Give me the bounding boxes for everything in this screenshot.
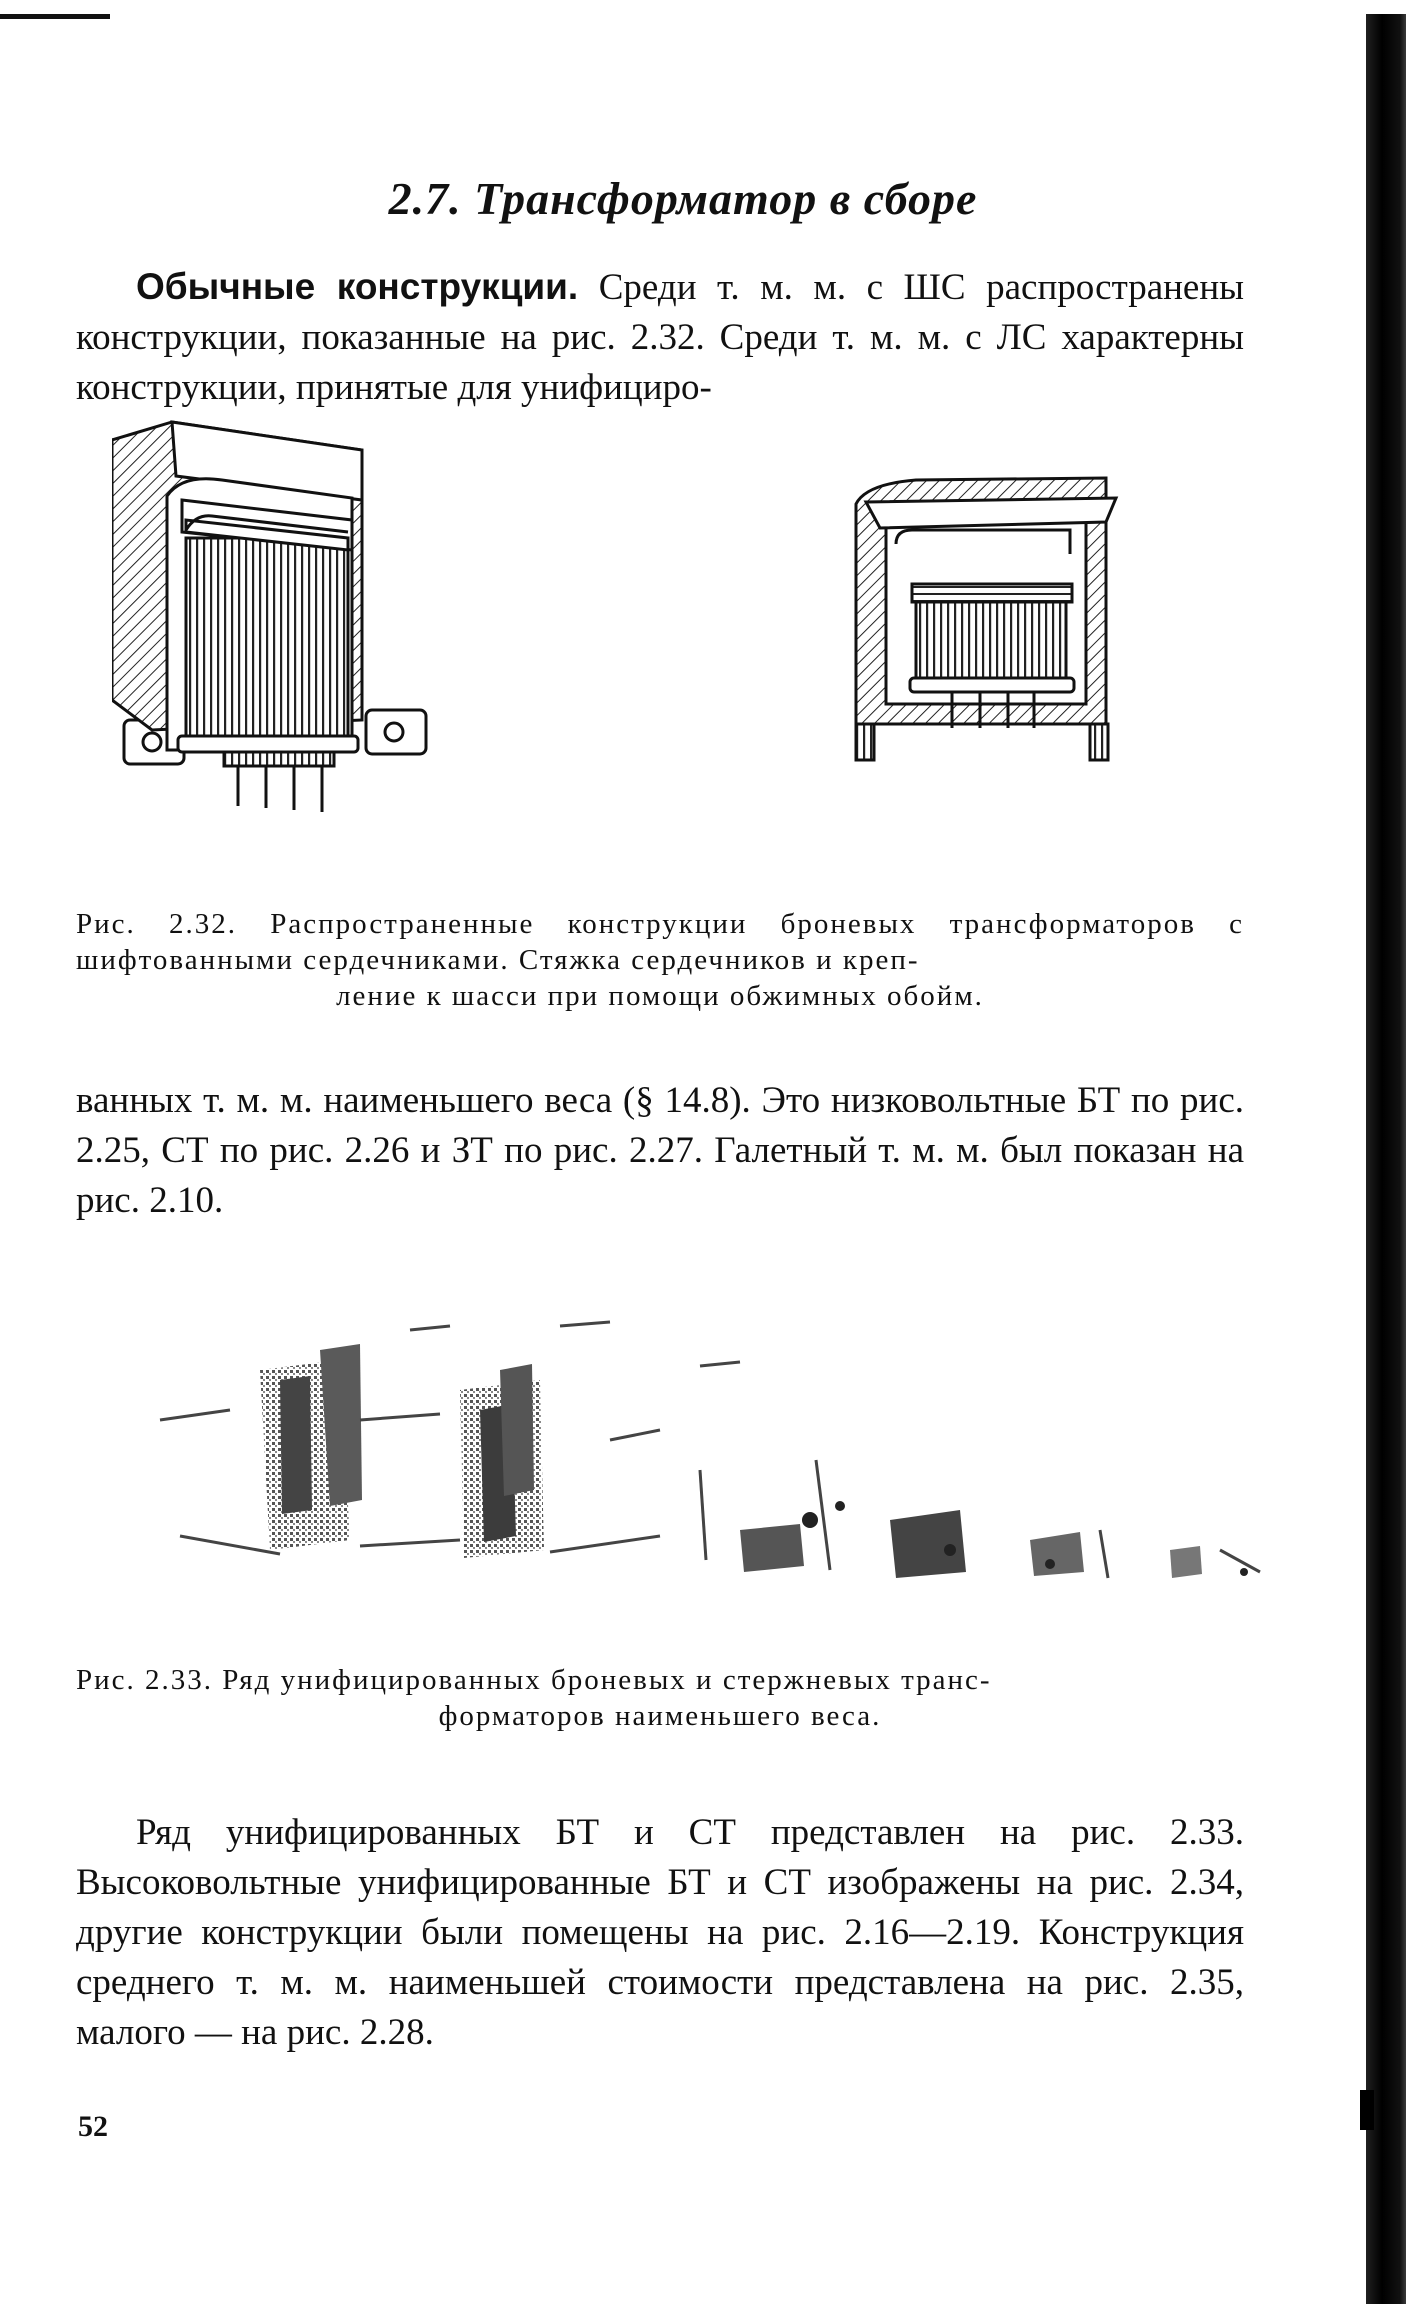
- book-spine-shadow: [1366, 14, 1406, 2304]
- paragraph-3: Ряд унифицированных БТ и СТ представлен на рис. 2.33. Высоковольтные унифицированные БТ и СТ изображены на рис. 2.34, другие конструкции были помещены на рис. 2.16—2.19. Конструкция среднего т. м. м. наименьшей стоимости представлена на рис. 2.35, малого — на рис. 2.28.: [76, 1812, 1244, 2053]
- paragraph-2: ванных т. м. м. наименьшего веса (§ 14.8). Это низковольтные БТ по рис. 2.25, СТ по рис. 2.26 и ЗТ по рис. 2.27. Галетный т. м. м. был показан на рис. 2.10.: [76, 1080, 1244, 1221]
- figure-2-33-photo: [140, 1310, 1280, 1610]
- section-title: 2.7. Трансформатор в сборе: [388, 173, 978, 224]
- corner-rule: [0, 14, 110, 19]
- figure-2-32-caption-main: Рис. 2.32. Распространенные конструкции броневых трансформаторов с шифтованными сердечниками. Стяжка сердечников и креп-: [76, 908, 1244, 976]
- figure-2-33-caption: [76, 1662, 1244, 1734]
- figure-2-32-illustration: [112, 420, 1232, 880]
- figure-2-33-caption-last: форматоров наименьшего веса.: [438, 1700, 882, 1732]
- figure-2-32-caption-last: ление к шасси при помощи обжимных обойм.: [336, 980, 984, 1012]
- transformer-right: [856, 478, 1116, 760]
- paragraph-1-lead: Обычные конструкции.: [136, 266, 579, 307]
- paragraph-1: [76, 262, 1244, 413]
- page-number: 52: [78, 2110, 108, 2143]
- transformer-left: [112, 422, 426, 812]
- figure-2-33-caption-main: Рис. 2.33. Ряд унифицированных броневых и стержневых транс-: [76, 1664, 992, 1696]
- paragraph-1-text: Среди т. м. м. с ШС распространены конструкции, показанные на рис. 2.32. Среди т. м. м. с ЛС характерны конструкции, принятые для унифициро-: [76, 267, 1245, 408]
- figure-2-32-caption: [76, 906, 1244, 1014]
- spine-notch: [1360, 2090, 1374, 2130]
